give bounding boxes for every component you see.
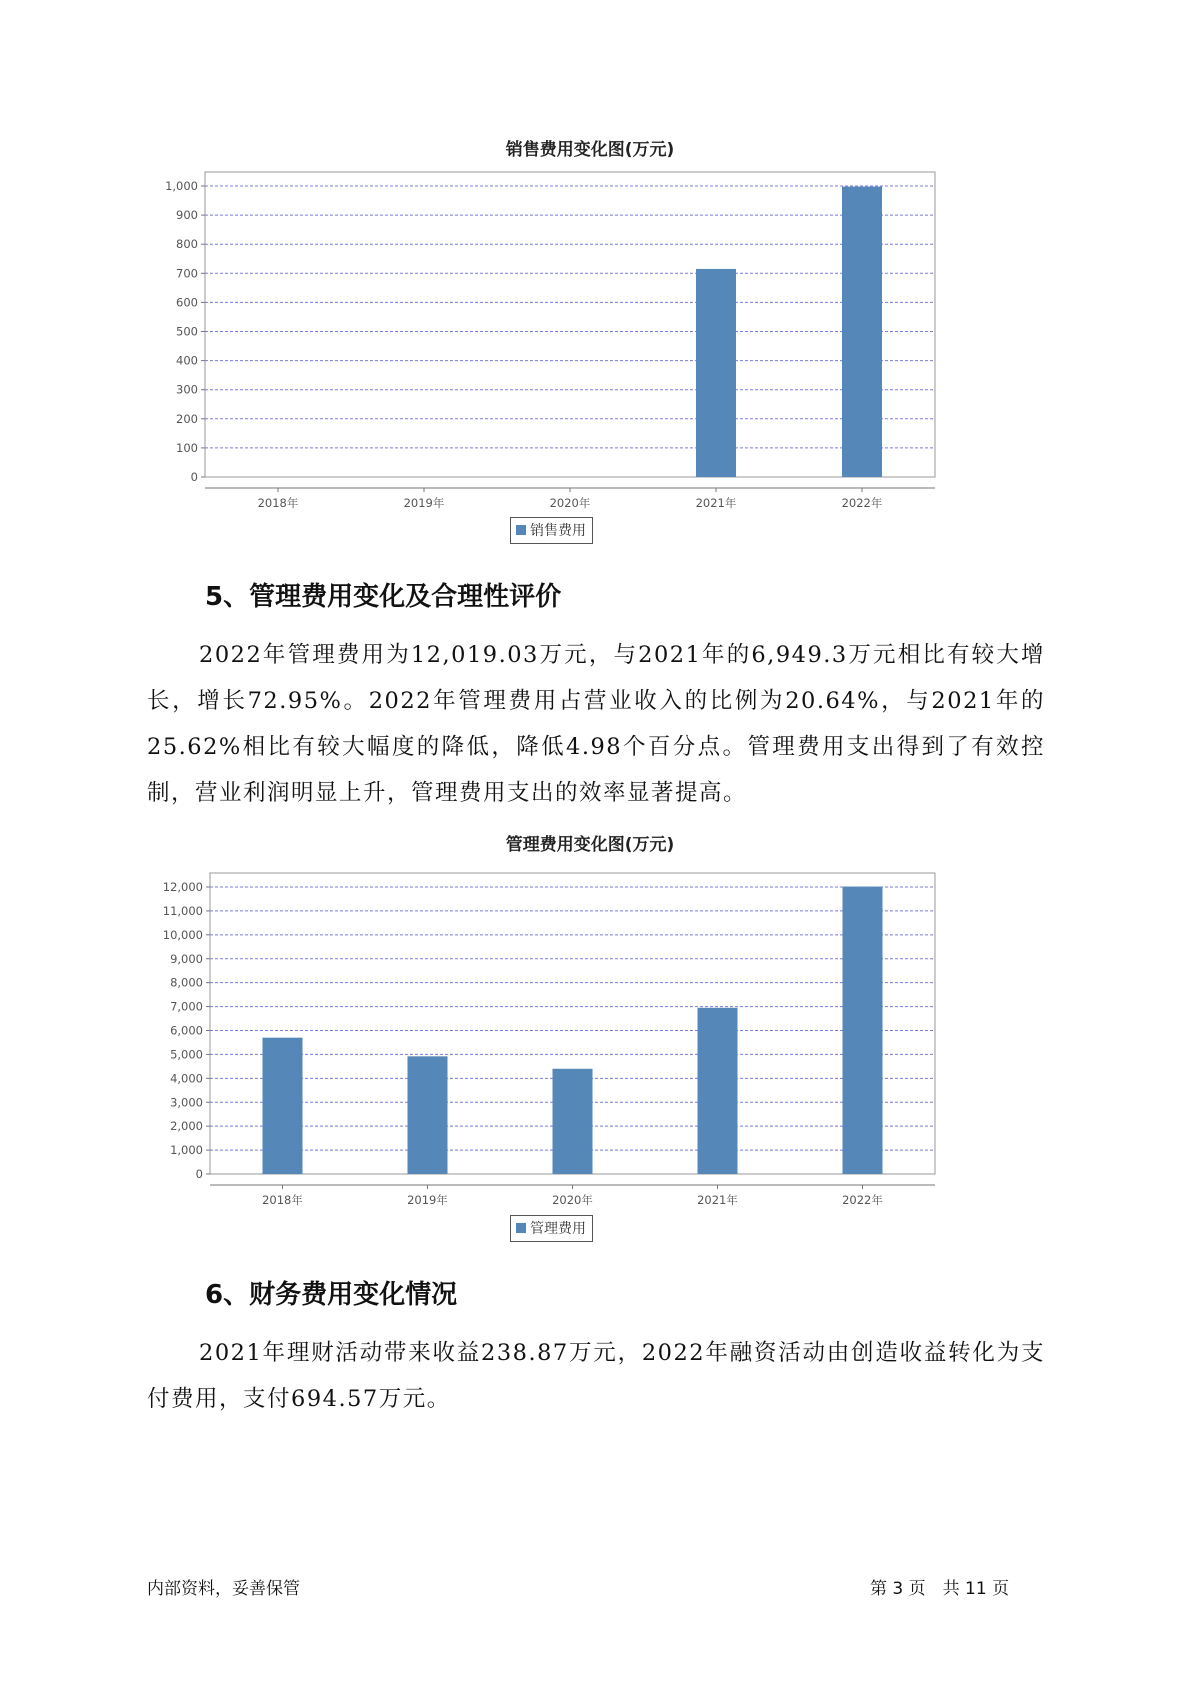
- x-tick-label: 2022年: [842, 1193, 883, 1207]
- y-tick-label: 2,000: [170, 1119, 203, 1134]
- y-tick-label: 6,000: [170, 1023, 203, 1038]
- x-tick-label: 2019年: [403, 496, 445, 510]
- chart-plot: [140, 861, 1040, 1241]
- y-tick-label: 600: [176, 295, 198, 310]
- y-tick-label: 400: [176, 353, 198, 368]
- x-tick-label: 2018年: [257, 496, 299, 510]
- y-tick-label: 11,000: [162, 903, 203, 918]
- y-tick-label: 9,000: [170, 951, 203, 966]
- chart-title: 销售费用变化图(万元): [505, 140, 675, 160]
- bar: [263, 1038, 303, 1174]
- footer-left: 内部资料，妥善保管: [147, 1579, 300, 1599]
- section-paragraph: 2022年管理费用为12,019.03万元，与2021年的6,949.3万元相比有较大增长，增长72.95%。2022年管理费用占营业收入的比例为20.64%，与2021年的25.62%相比有较大幅度的降低，降低4.98个百分点。管理费用支出得到了有效控制，营业利润明显上升，管理费用支出的效率显著提高。: [147, 642, 1045, 806]
- footer-page-number: 第 3 页 共 11 页: [870, 1579, 1010, 1599]
- legend-label: 管理费用: [530, 1221, 586, 1237]
- y-tick-label: 8,000: [170, 975, 203, 990]
- y-tick-label: 10,000: [162, 927, 203, 942]
- y-tick-label: 0: [195, 1167, 203, 1181]
- y-tick-label: 200: [176, 411, 198, 426]
- bar: [696, 269, 736, 477]
- x-tick-label: 2019年: [407, 1193, 448, 1207]
- y-tick-label: 4,000: [170, 1071, 203, 1086]
- x-tick-label: 2020年: [549, 496, 591, 510]
- y-tick-label: 300: [176, 382, 198, 397]
- sales-expense-chart: [140, 130, 1040, 550]
- y-tick-label: 100: [176, 440, 198, 455]
- legend-label: 销售费用: [530, 523, 586, 539]
- chart-legend: [510, 1215, 593, 1242]
- y-tick-label: 3,000: [170, 1095, 203, 1110]
- y-tick-label: 5,000: [170, 1047, 203, 1062]
- section-paragraph: 2021年理财活动带来收益238.87万元，2022年融资活动由创造收益转化为支付费用，支付694.57万元。: [147, 1340, 1045, 1412]
- section-heading: 6、财务费用变化情况: [205, 1280, 458, 1310]
- y-tick-label: 7,000: [170, 999, 203, 1014]
- y-tick-label: 500: [176, 324, 198, 339]
- legend-swatch: [516, 1223, 526, 1233]
- x-tick-label: 2021年: [697, 1193, 738, 1207]
- bar: [408, 1056, 448, 1174]
- y-tick-label: 0: [190, 470, 198, 484]
- plot-area: [205, 172, 935, 477]
- y-tick-label: 900: [176, 208, 198, 223]
- bar: [553, 1069, 593, 1174]
- y-tick-label: 700: [176, 266, 198, 281]
- bar: [843, 887, 883, 1174]
- x-tick-label: 2020年: [552, 1193, 593, 1207]
- section-heading: 5、管理费用变化及合理性评价: [205, 582, 562, 612]
- bar: [698, 1008, 738, 1174]
- admin-expense-chart: [140, 825, 1040, 1245]
- legend-swatch: [516, 525, 526, 535]
- chart-plot: [140, 160, 1040, 540]
- y-tick-label: 800: [176, 237, 198, 252]
- chart-title: 管理费用变化图(万元): [505, 835, 675, 855]
- y-tick-label: 1,000: [170, 1143, 203, 1158]
- x-tick-label: 2018年: [262, 1193, 303, 1207]
- x-tick-label: 2022年: [841, 496, 883, 510]
- y-tick-label: 1,000: [165, 179, 198, 193]
- chart-legend: [510, 517, 593, 544]
- y-tick-label: 12,000: [162, 880, 203, 894]
- x-tick-label: 2021年: [695, 496, 737, 510]
- bar: [842, 187, 882, 477]
